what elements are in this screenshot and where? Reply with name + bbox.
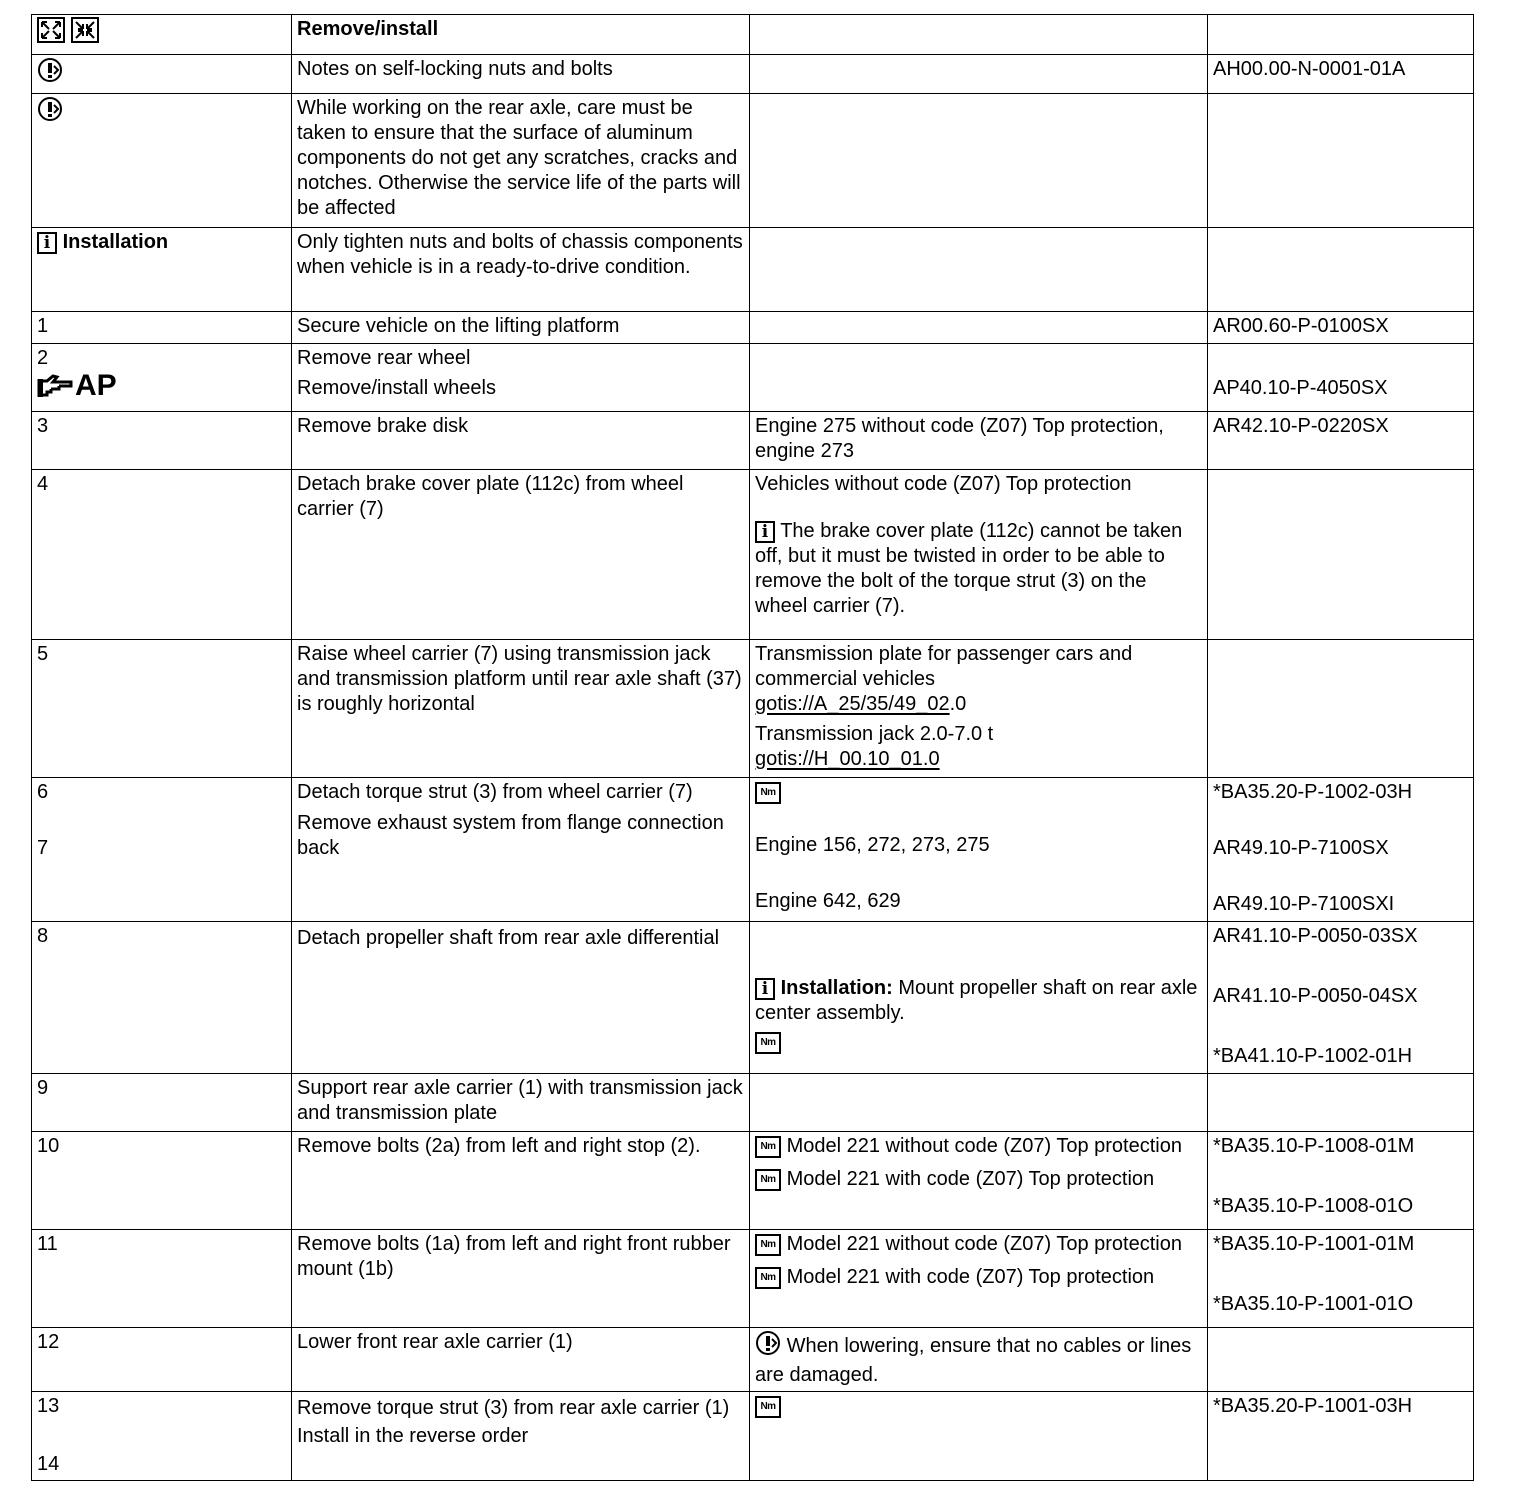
info-text: Mount propeller shaft on rear axle center assembly. bbox=[755, 977, 1198, 1024]
notice-icon bbox=[37, 57, 63, 90]
note-text: While working on the rear axle, care must be taken to ensure that the surface of aluminum components do not get any scratches, cracks and notches. Otherwise the service life of the parts will be affected bbox=[292, 94, 750, 228]
document-ref-link[interactable]: AR42.10-P-0220SX bbox=[1208, 412, 1474, 470]
step-text: Lower front rear axle carrier (1) bbox=[292, 1328, 750, 1392]
pointing-hand-icon bbox=[37, 373, 75, 406]
tool-link[interactable]: gotis://A_25/35/49_02 bbox=[755, 693, 950, 715]
table-row bbox=[32, 228, 1474, 312]
step-text: Remove exhaust system from flange connection back bbox=[297, 812, 724, 859]
step-text: Detach propeller shaft from rear axle differential bbox=[292, 922, 750, 1074]
document-ref-link[interactable]: AR41.10-P-0050-04SX bbox=[1213, 985, 1418, 1007]
step-number: 10 bbox=[32, 1132, 292, 1230]
notice-icon bbox=[37, 96, 63, 129]
step-number: 13 bbox=[37, 1395, 60, 1417]
torque-icon[interactable]: Nm bbox=[755, 1169, 781, 1191]
table-row bbox=[32, 1392, 1474, 1481]
collapse-icon[interactable] bbox=[71, 17, 99, 50]
step-text: Detach brake cover plate (112c) from wheel carrier (7) bbox=[292, 470, 750, 640]
installation-label: Installation bbox=[62, 231, 169, 253]
step-text: Secure vehicle on the lifting platform bbox=[292, 312, 750, 344]
step-number: 5 bbox=[32, 640, 292, 778]
info-icon: i bbox=[37, 232, 57, 254]
step-text: Raise wheel carrier (7) using transmission jack and transmission platform until rear axle shaft (37) is roughly horizontal bbox=[292, 640, 750, 778]
document-ref-link[interactable]: AR49.10-P-7100SX bbox=[1213, 837, 1389, 859]
table-row bbox=[32, 640, 1474, 778]
note-text: Notes on self-locking nuts and bolts bbox=[292, 55, 750, 94]
condition-text: Vehicles without code (Z07) Top protection bbox=[755, 473, 1132, 495]
table-row bbox=[32, 1230, 1474, 1328]
torque-icon[interactable]: Nm bbox=[755, 1234, 781, 1256]
condition-text: Model 221 without code (Z07) Top protection bbox=[786, 1135, 1182, 1157]
warning-text: When lowering, ensure that no cables or lines are damaged. bbox=[755, 1334, 1192, 1386]
table-row bbox=[32, 1132, 1474, 1230]
step-number: 11 bbox=[32, 1230, 292, 1328]
procedure-table bbox=[31, 14, 1474, 1481]
step-text: Remove bolts (2a) from left and right stop (2). bbox=[292, 1132, 750, 1230]
step-text: Remove rear wheel bbox=[297, 347, 471, 369]
table-row bbox=[32, 412, 1474, 470]
step-number: 4 bbox=[32, 470, 292, 640]
document-ref-link[interactable]: AR41.10-P-0050-03SX bbox=[1213, 925, 1418, 947]
step-number: 14 bbox=[37, 1453, 60, 1475]
tool-link-suffix: .0 bbox=[949, 693, 967, 715]
table-row bbox=[32, 344, 1474, 412]
condition-text: Model 221 without code (Z07) Top protection bbox=[786, 1233, 1182, 1255]
document-ref-link[interactable]: AR49.10-P-7100SXI bbox=[1213, 893, 1395, 915]
tool-text: Transmission plate for passenger cars and commercial vehicles bbox=[755, 643, 1133, 690]
document-ref-link[interactable]: AP40.10-P-4050SX bbox=[1213, 377, 1388, 399]
document-ref-link[interactable]: *BA35.10-P-1001-01O bbox=[1213, 1293, 1414, 1315]
condition-text: Model 221 with code (Z07) Top protection bbox=[786, 1168, 1155, 1190]
torque-icon[interactable]: Nm bbox=[755, 1032, 781, 1054]
step-number: 12 bbox=[32, 1328, 292, 1392]
torque-icon[interactable]: Nm bbox=[755, 1267, 781, 1289]
table-row bbox=[32, 1328, 1474, 1392]
table-row bbox=[32, 922, 1474, 1074]
table-row bbox=[32, 312, 1474, 344]
installation-label: Installation: bbox=[780, 977, 893, 999]
step-number: 8 bbox=[32, 922, 292, 1074]
step-number: 6 bbox=[37, 781, 49, 803]
tool-link[interactable]: gotis://H_00.10_01.0 bbox=[755, 748, 940, 770]
info-icon: i bbox=[755, 521, 775, 543]
info-icon: i bbox=[755, 978, 775, 1000]
document-ref-link[interactable]: AH00.00-N-0001-01A bbox=[1208, 55, 1474, 94]
step-text: Remove bolts (1a) from left and right front rubber mount (1b) bbox=[292, 1230, 750, 1328]
step-number: 1 bbox=[32, 312, 292, 344]
document-ref-link[interactable]: *BA35.20-P-1001-03H bbox=[1208, 1392, 1474, 1481]
tool-text: Transmission jack 2.0-7.0 t bbox=[755, 723, 994, 745]
step-number: 3 bbox=[32, 412, 292, 470]
step-text: Remove torque strut (3) from rear axle carrier (1) bbox=[297, 1397, 730, 1419]
table-row bbox=[32, 1074, 1474, 1132]
step-number: 9 bbox=[32, 1074, 292, 1132]
document-ref-link[interactable]: *BA35.20-P-1002-03H bbox=[1213, 781, 1413, 803]
ap-text: Remove/install wheels bbox=[297, 377, 496, 399]
condition-text: Engine 275 without code (Z07) Top protection, engine 273 bbox=[750, 412, 1208, 470]
note-text: Only tighten nuts and bolts of chassis components when vehicle is in a ready-to-drive condition. bbox=[292, 228, 750, 312]
info-text: The brake cover plate (112c) cannot be taken off, but it must be twisted in order to be able to remove the bolt of the torque strut (3) on the wheel carrier (7). bbox=[755, 520, 1183, 617]
condition-text: Engine 642, 629 bbox=[755, 890, 901, 912]
condition-text: Model 221 with code (Z07) Top protection bbox=[786, 1266, 1155, 1288]
page-title: Remove/install bbox=[292, 15, 750, 55]
step-text: Install in the reverse order bbox=[297, 1425, 529, 1447]
condition-text: Engine 156, 272, 273, 275 bbox=[755, 834, 990, 856]
torque-icon[interactable]: Nm bbox=[755, 782, 781, 804]
document-ref-link[interactable]: *BA41.10-P-1002-01H bbox=[1213, 1045, 1413, 1067]
notice-icon bbox=[755, 1330, 781, 1363]
ap-label: AP bbox=[75, 369, 117, 402]
step-text: Support rear axle carrier (1) with transmission jack and transmission plate bbox=[292, 1074, 750, 1132]
step-number: 2 bbox=[37, 347, 49, 369]
document-ref-link[interactable]: *BA35.10-P-1008-01O bbox=[1213, 1195, 1414, 1217]
table-row bbox=[32, 55, 1474, 94]
document-ref-link[interactable]: *BA35.10-P-1008-01M bbox=[1213, 1135, 1415, 1157]
step-number: 7 bbox=[37, 837, 49, 859]
document-ref-link[interactable]: AR00.60-P-0100SX bbox=[1208, 312, 1474, 344]
step-text: Remove brake disk bbox=[292, 412, 750, 470]
expand-icon[interactable] bbox=[37, 17, 65, 50]
torque-icon[interactable]: Nm bbox=[755, 1136, 781, 1158]
table-row bbox=[32, 778, 1474, 922]
torque-icon[interactable]: Nm bbox=[755, 1396, 781, 1418]
document-ref-link[interactable]: *BA35.10-P-1001-01M bbox=[1213, 1233, 1415, 1255]
table-row bbox=[32, 15, 1474, 55]
table-row bbox=[32, 94, 1474, 228]
step-text: Detach torque strut (3) from wheel carrier (7) bbox=[297, 781, 693, 803]
table-row bbox=[32, 470, 1474, 640]
